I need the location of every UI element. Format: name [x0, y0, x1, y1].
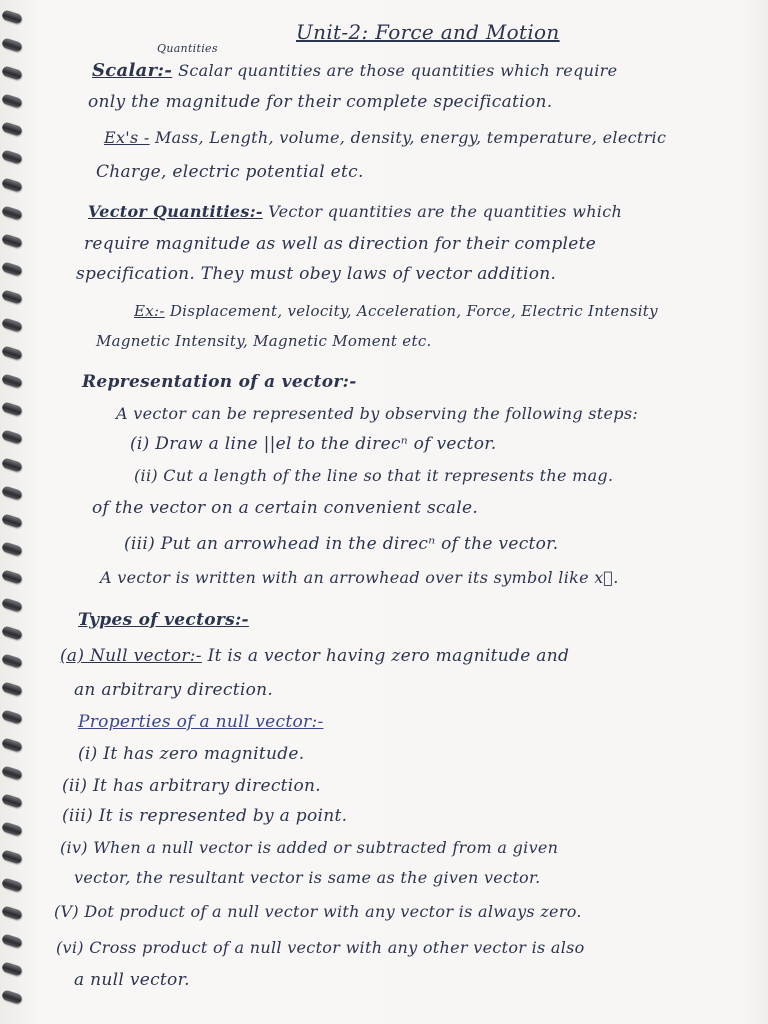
representation-intro: A vector can be represented by observing the following steps: [116, 404, 639, 423]
scalar-line4: Charge, electric potential etc. [96, 162, 364, 182]
representation-step2b: of the vector on a certain convenient scale. [92, 498, 479, 518]
property-item: (iii) It is represented by a point. [62, 806, 348, 826]
scalar-ex-label: Ex's - [104, 128, 150, 147]
property-item: (iv) When a null vector is added or subtracted from a given [60, 838, 559, 857]
vector-line5: Magnetic Intensity, Magnetic Moment etc. [96, 332, 432, 350]
representation-step2: (ii) Cut a length of the line so that it represents the mag. [134, 466, 614, 485]
scalar-line3: Mass, Length, volume, density, energy, temperature, electric [155, 128, 667, 147]
property-item: (ii) It has arbitrary direction. [62, 776, 321, 796]
representation-step3: (iii) Put an arrowhead in the direcⁿ of the vector. [124, 534, 559, 554]
null-vector-def2: an arbitrary direction. [74, 680, 274, 700]
property-item: (vi) Cross product of a null vector with any other vector is also [56, 938, 585, 957]
page-title: Unit-2: Force and Motion [296, 20, 560, 44]
property-item: (i) It has zero magnitude. [78, 744, 305, 764]
scalar-line1: Scalar quantities are those quantities which require [178, 61, 618, 80]
vector-line4: Displacement, velocity, Acceleration, Force, Electric Intensity [169, 302, 658, 320]
property-item: a null vector. [74, 970, 190, 990]
representation-step1: (i) Draw a line ||el to the direcⁿ of vector. [130, 434, 497, 454]
null-vector-label: (a) Null vector:- [60, 646, 202, 666]
vector-line1: Vector quantities are the quantities which [268, 202, 623, 221]
scalar-insert-word: Quantities [157, 42, 218, 55]
property-item: vector, the resultant vector is same as the given vector. [74, 868, 541, 887]
properties-heading: Properties of a null vector:- [78, 712, 324, 732]
types-heading: Types of vectors:- [78, 610, 249, 630]
scalar-line2: only the magnitude for their complete specification. [88, 92, 553, 112]
spiral-binding [0, 0, 26, 1024]
property-item: (V) Dot product of a null vector with any vector is always zero. [54, 902, 582, 921]
scalar-heading: Scalar:- [92, 60, 173, 81]
representation-note: A vector is written with an arrowhead over its symbol like x⃗. [100, 568, 619, 587]
vector-line2: require magnitude as well as direction for their complete [84, 234, 597, 254]
vector-heading: Vector Quantities:- [88, 202, 263, 221]
null-vector-def1: It is a vector having zero magnitude and [207, 646, 570, 666]
vector-ex-label: Ex:- [134, 302, 165, 320]
representation-heading: Representation of a vector:- [82, 372, 357, 392]
vector-line3: specification. They must obey laws of vector addition. [76, 264, 557, 284]
